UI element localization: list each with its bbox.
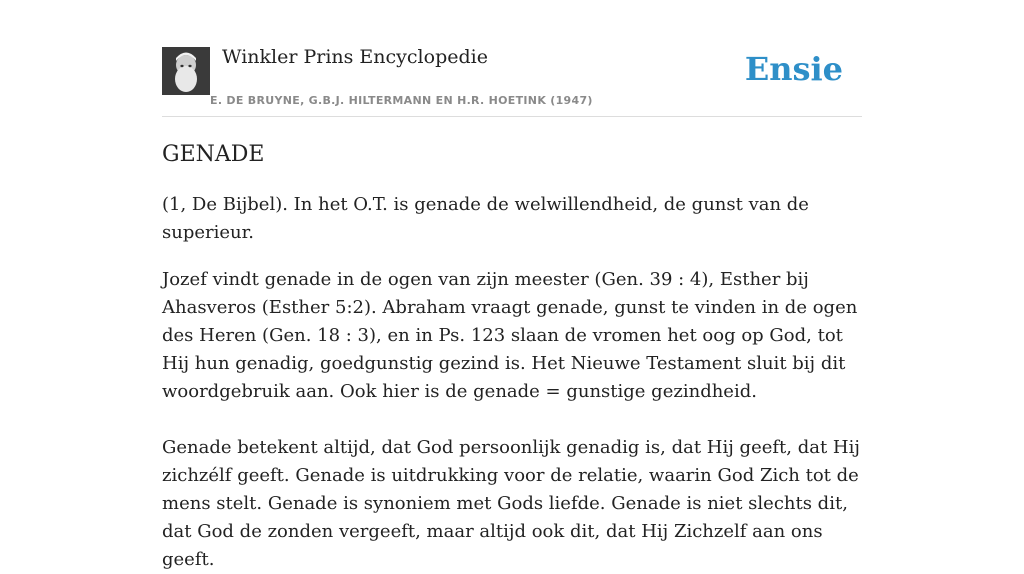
brand-logo[interactable]: Ensie — [744, 50, 843, 88]
book-header — [162, 40, 862, 117]
book-authors: E. DE BRUYNE, G.B.J. HILTERMANN EN H.R. HOETINK (1947) — [210, 94, 593, 107]
paragraph: Jozef vindt genade in de ogen van zijn meester (Gen. 39 : 4), Esther bij Ahasveros (Esther 5:2). Abraham vraagt genade, gunst te vinden in de ogen des Heren (Gen. 18 : 3), en in Ps. 123 slaan de vromen het oog op God, tot Hij hun genadig, goedgunstig gezind is. Het Nieuwe Testament sluit bij dit woordgebruik aan. Ook hier is de genade = gunstige gezindheid. — [162, 269, 858, 402]
book-title[interactable]: Winkler Prins Encyclopedie — [222, 46, 488, 68]
paragraph: Genade betekent altijd, dat God persoonlijk genadig is, dat Hij geeft, dat Hij zichzélf geeft. Genade is uitdrukking voor de relatie, waarin God Zich tot de mens stelt. Genade is synoniem met Gods liefde. Genade is niet slechts dit, dat God de zonden vergeeft, maar altijd ook dit, dat Hij Zichzelf aan ons geeft. — [162, 437, 860, 570]
article — [162, 138, 862, 574]
paragraph: (1, De Bijbel). In het O.T. is genade de welwillendheid, de gunst van de superieur. — [162, 194, 809, 243]
portrait-icon — [162, 47, 210, 95]
entry-title: GENADE — [162, 142, 265, 167]
author-avatar[interactable] — [162, 47, 210, 95]
